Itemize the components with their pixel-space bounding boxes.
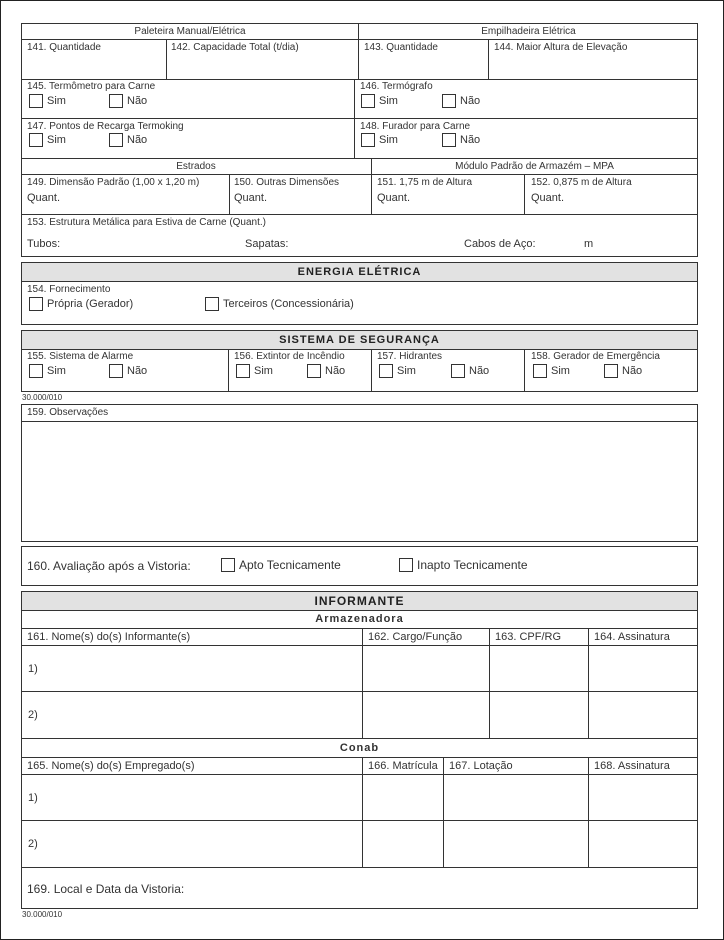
checkbox-146-nao[interactable]: Não	[442, 94, 480, 108]
checkbox-156-sim[interactable]: Sim	[236, 364, 273, 378]
checkbox-propria[interactable]: Própria (Gerador)	[29, 297, 133, 311]
paleteira-title: Paleteira Manual/Elétrica	[134, 26, 246, 37]
form-code-bottom: 30.000/010	[22, 910, 63, 919]
checkbox-icon	[361, 133, 375, 147]
field-157-label: 157. Hidrantes	[377, 351, 443, 362]
field-155-label: 155. Sistema de Alarme	[27, 351, 134, 362]
row-number-2: 2)	[28, 838, 38, 850]
field-146-label: 146. Termógrafo	[360, 81, 433, 92]
checkbox-147-nao[interactable]: Não	[109, 133, 147, 147]
checkbox-icon	[533, 364, 547, 378]
conab-title: Conab	[339, 742, 380, 754]
checkbox-146-sim[interactable]: Sim	[361, 94, 398, 108]
row-number-1: 1)	[28, 792, 38, 804]
checkbox-158-nao[interactable]: Não	[604, 364, 642, 378]
energia-header: ENERGIA ELÉTRICA	[21, 262, 698, 282]
cabos-label: Cabos de Aço:	[464, 238, 536, 250]
field-147-label: 147. Pontos de Recarga Termoking	[27, 121, 184, 132]
checkbox-icon	[205, 297, 219, 311]
field-150-label: 150. Outras Dimensões	[234, 177, 340, 188]
field-149-label: 149. Dimensão Padrão (1,00 x 1,20 m)	[27, 177, 200, 188]
estrados-title: Estrados	[176, 161, 216, 172]
checkbox-icon	[109, 133, 123, 147]
field-143-label: 143. Quantidade	[364, 42, 438, 53]
field-166-label: 166. Matrícula	[368, 760, 438, 772]
field-160-label: 160. Avaliação após a Vistoria:	[27, 559, 191, 573]
field-168-label: 168. Assinatura	[594, 760, 670, 772]
form-code-top: 30.000/010	[22, 393, 63, 402]
field-152-quant: Quant.	[531, 192, 565, 204]
row-number-1: 1)	[28, 663, 38, 675]
checkbox-icon	[29, 297, 43, 311]
checkbox-icon	[221, 558, 235, 572]
field-167-label: 167. Lotação	[449, 760, 513, 772]
checkbox-145-sim[interactable]: Sim	[29, 94, 66, 108]
field-142-label: 142. Capacidade Total (t/dia)	[171, 42, 299, 53]
seguranca-header: SISTEMA DE SEGURANÇA	[21, 330, 698, 350]
field-150-quant: Quant.	[234, 192, 268, 204]
row-number-2: 2)	[28, 709, 38, 721]
armazenadora-title: Armazenadora	[315, 613, 404, 625]
checkbox-156-nao[interactable]: Não	[307, 364, 345, 378]
field-162-label: 162. Cargo/Função	[368, 631, 463, 643]
field-159-label: 159. Observações	[27, 407, 109, 418]
sapatas-label: Sapatas:	[245, 238, 289, 250]
field-154-label: 154. Fornecimento	[27, 284, 111, 295]
field-161-label: 161. Nome(s) do(s) Informante(s)	[27, 631, 191, 643]
checkbox-icon	[442, 94, 456, 108]
checkbox-icon	[379, 364, 393, 378]
mpa-title: Módulo Padrão de Armazém – MPA	[455, 161, 614, 172]
checkbox-icon	[604, 364, 618, 378]
field-151-label: 151. 1,75 m de Altura	[377, 177, 473, 188]
checkbox-icon	[442, 133, 456, 147]
checkbox-icon	[399, 558, 413, 572]
checkbox-terceiros[interactable]: Terceiros (Concessionária)	[205, 297, 354, 311]
field-164-label: 164. Assinatura	[594, 631, 670, 643]
checkbox-148-sim[interactable]: Sim	[361, 133, 398, 147]
checkbox-icon	[29, 364, 43, 378]
field-156-label: 156. Extintor de Incêndio	[234, 351, 345, 362]
checkbox-147-sim[interactable]: Sim	[29, 133, 66, 147]
checkbox-icon	[29, 133, 43, 147]
field-148-label: 148. Furador para Carne	[360, 121, 471, 132]
field-152-label: 152. 0,875 m de Altura	[531, 177, 632, 188]
checkbox-155-nao[interactable]: Não	[109, 364, 147, 378]
checkbox-icon	[451, 364, 465, 378]
estrados-section	[21, 158, 698, 257]
field-151-quant: Quant.	[377, 192, 411, 204]
cabos-unit: m	[584, 238, 594, 250]
informante-header: INFORMANTE	[21, 591, 698, 611]
checkbox-icon	[29, 94, 43, 108]
checkbox-145-nao[interactable]: Não	[109, 94, 147, 108]
field-144-label: 144. Maior Altura de Elevação	[494, 42, 628, 53]
checkbox-icon	[361, 94, 375, 108]
field-141-label: 141. Quantidade	[27, 42, 101, 53]
checkbox-icon	[109, 94, 123, 108]
empilhadeira-title: Empilhadeira Elétrica	[481, 26, 576, 37]
checkbox-155-sim[interactable]: Sim	[29, 364, 66, 378]
checkbox-icon	[109, 364, 123, 378]
checkbox-157-sim[interactable]: Sim	[379, 364, 416, 378]
field-165-label: 165. Nome(s) do(s) Empregado(s)	[27, 760, 195, 772]
tubos-label: Tubos:	[27, 238, 61, 250]
checkbox-icon	[307, 364, 321, 378]
checkbox-apto[interactable]: Apto Tecnicamente	[221, 558, 341, 572]
field-169-label: 169. Local e Data da Vistoria:	[27, 882, 185, 896]
field-158-label: 158. Gerador de Emergência	[531, 351, 660, 362]
observacoes-textarea[interactable]	[22, 422, 697, 541]
checkbox-icon	[236, 364, 250, 378]
field-153-label: 153. Estrutura Metálica para Estiva de Carne (Quant.)	[27, 217, 267, 228]
checkbox-157-nao[interactable]: Não	[451, 364, 489, 378]
checkbox-148-nao[interactable]: Não	[442, 133, 480, 147]
field-145-label: 145. Termômetro para Carne	[27, 81, 156, 92]
checkbox-inapto[interactable]: Inapto Tecnicamente	[399, 558, 528, 572]
field-163-label: 163. CPF/RG	[495, 631, 562, 643]
field-149-quant: Quant.	[27, 192, 61, 204]
checkbox-158-sim[interactable]: Sim	[533, 364, 570, 378]
